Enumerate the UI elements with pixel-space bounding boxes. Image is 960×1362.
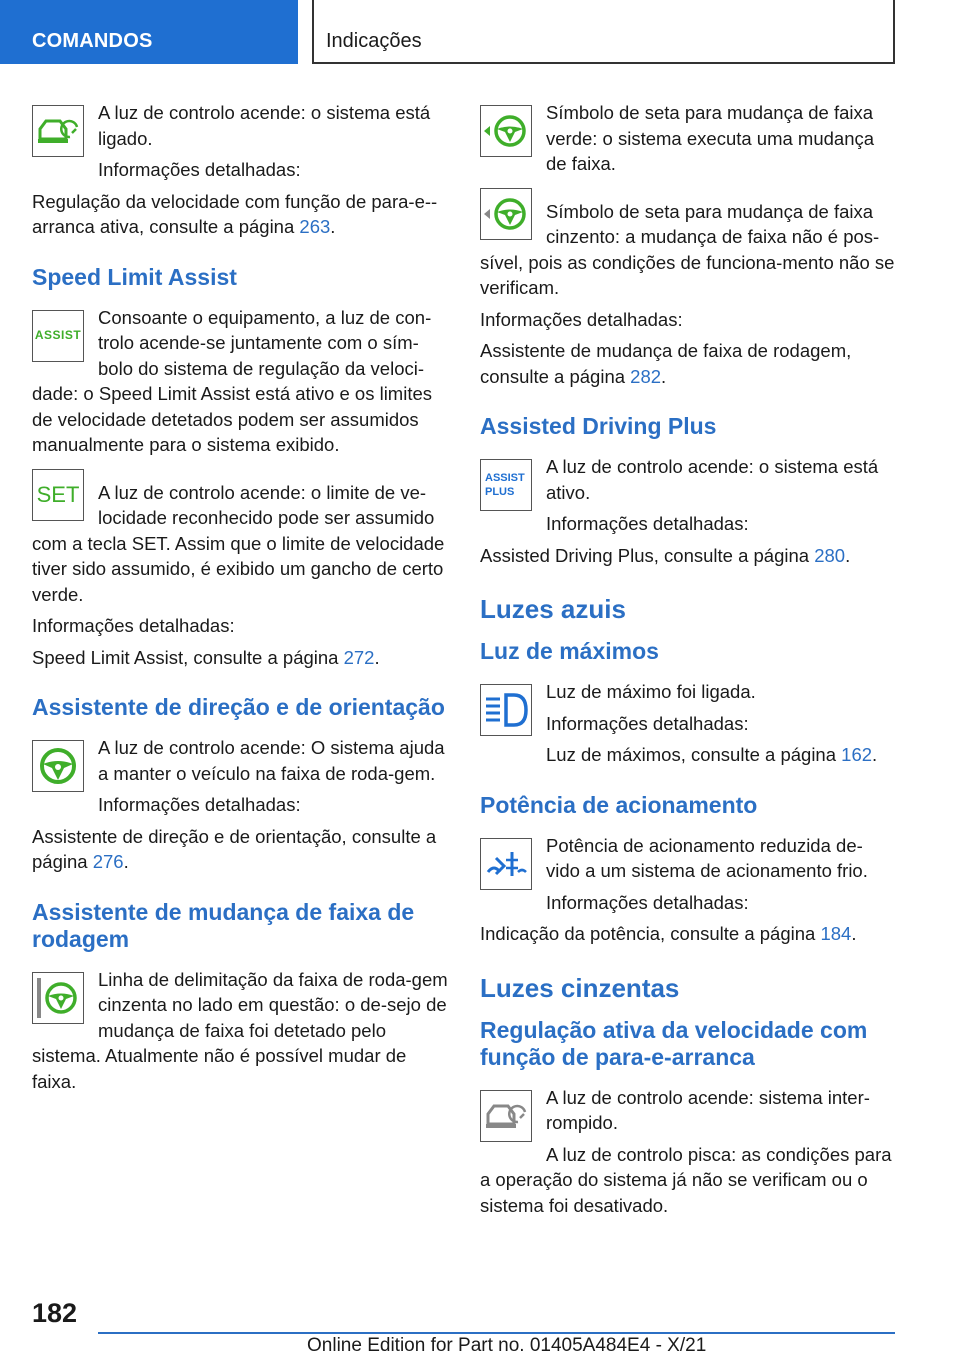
heading-lane-change-assistant: Assistente de mudança de faixa de rodagem (32, 898, 415, 952)
paragraph: Potência de acionamento reduzida de-vido a um sistema de acionamento frio. (546, 834, 868, 881)
footer-edition: Online Edition for Part no. 01405A484E4 - X/21 (307, 1335, 707, 1356)
paragraph: Consoante o equipamento, a luz de con-trolo acende-se juntamente com o sím-bolo do sistema de regulação da veloci-dade: o Speed Limit Assist está ativo e os limites de velocidade detetados podem ser assumidos manualmente para o sistema exibido. (32, 306, 433, 455)
paragraph: A luz de controlo acende: O sistema ajuda a manter o veículo na faixa de roda-gem. (98, 737, 445, 784)
heading-assisted-driving-plus: Assisted Driving Plus (480, 413, 717, 439)
chapter-title: Indicações (326, 30, 422, 52)
paragraph: Speed Limit Assist, consulte a página 272. (32, 646, 380, 668)
paragraph: Informações detalhadas: (32, 615, 235, 636)
paragraph: Regulação da velocidade com função de para-e--arranca ativa, consulte a página 263. (32, 190, 438, 237)
page-link-162[interactable]: 162 (841, 744, 873, 765)
paragraph: Informações detalhadas: (546, 513, 749, 534)
lane-change-arrow-grey-icon (480, 188, 532, 240)
assist-icon-text: ASSIST (34, 327, 82, 342)
page-link-282[interactable]: 282 (630, 365, 662, 387)
paragraph: Assistente de mudança de faixa de rodagem, consulte a página 282. (480, 340, 852, 387)
heading-steering-assistant: Assistente de direção e de orientação (32, 694, 445, 720)
assist-plus-text-2: PLUS (485, 486, 515, 498)
paragraph: A luz de controlo pisca: as condições para a operação do sistema já não se verificam ou o sistema foi desativado. (480, 1143, 892, 1216)
steering-wheel-green-icon (32, 740, 84, 792)
lane-change-grey-line-icon (32, 972, 84, 1024)
paragraph: Linha de delimitação da faixa de roda-gem cinzenta no lado em questão: o de-sejo de mudança de faixa foi detetado pelo sistema. Atualmente não é possível mudar de faixa. (32, 968, 448, 1092)
acc-green-icon (32, 105, 84, 157)
paragraph: Luz de máximos, consulte a página 162. (546, 744, 878, 765)
paragraph: Assisted Driving Plus, consulte a página 280. (480, 544, 851, 566)
paragraph: A luz de controlo acende: o limite de ve-locidade reconhecido pode ser assumido com a tecla SET. Assim que o limite de velocidade tiver sido assumido, é exibido um gancho de certo verde. (32, 481, 445, 605)
page-link-184[interactable]: 184 (820, 923, 852, 944)
page-link-263[interactable]: 263 (299, 216, 331, 237)
heading-blue-lights: Luzes azuis (480, 594, 626, 624)
heading-grey-lights: Luzes cinzentas (480, 972, 680, 1003)
assist-plus-icon (480, 459, 532, 511)
page-link-272[interactable]: 272 (343, 646, 375, 668)
page-link-276[interactable]: 276 (92, 851, 124, 872)
paragraph: Informações detalhadas: (480, 308, 683, 330)
paragraph: Símbolo de seta para mudança de faixa verde: o sistema executa uma mudança de faixa. (546, 102, 875, 174)
right-column (480, 100, 896, 1224)
chapter-header (312, 0, 895, 64)
paragraph: Indicação da potência, consulte a página 184. (480, 923, 857, 944)
assist-plus-text-1: ASSIST (485, 472, 525, 484)
left-column (32, 100, 448, 1100)
heading-active-cruise-control: Regulação ativa da velocidade com função de para-e-arranca (480, 1016, 868, 1070)
paragraph: Informações detalhadas: (98, 159, 301, 180)
paragraph: A luz de controlo acende: o sistema está ativo. (546, 456, 879, 503)
paragraph: Informações detalhadas: (546, 891, 749, 913)
drive-power-icon (480, 838, 532, 890)
paragraph: Luz de máximo foi ligada. (546, 681, 756, 702)
lane-change-arrow-green-icon (480, 105, 532, 157)
paragraph: A luz de controlo acende: sistema inter-rompido. (546, 1086, 870, 1133)
section-label: COMANDOS (32, 30, 153, 52)
set-icon (32, 469, 84, 521)
high-beam-icon (480, 684, 532, 736)
footer-divider (98, 1332, 895, 1334)
paragraph: Informações detalhadas: (98, 794, 301, 815)
paragraph: A luz de controlo acende: o sistema está ligado. (98, 102, 431, 149)
heading-high-beam: Luz de máximos (480, 638, 659, 664)
paragraph: Informações detalhadas: (546, 712, 749, 734)
assist-icon (32, 310, 84, 362)
paragraph: Símbolo de seta para mudança de faixa cinzento: a mudança de faixa não é pos-sível, pois as condições de funciona-mento não se verificam. (480, 200, 895, 298)
page-number: 182 (32, 1298, 78, 1328)
acc-grey-icon (480, 1090, 532, 1142)
paragraph: Assistente de direção e de orientação, consulte a página 276. (32, 825, 437, 872)
set-icon-text: SET (36, 481, 80, 507)
heading-speed-limit-assist: Speed Limit Assist (32, 263, 237, 290)
section-tab (0, 0, 298, 64)
page-link-280[interactable]: 280 (814, 544, 846, 566)
heading-drive-power: Potência de acionamento (480, 791, 758, 818)
